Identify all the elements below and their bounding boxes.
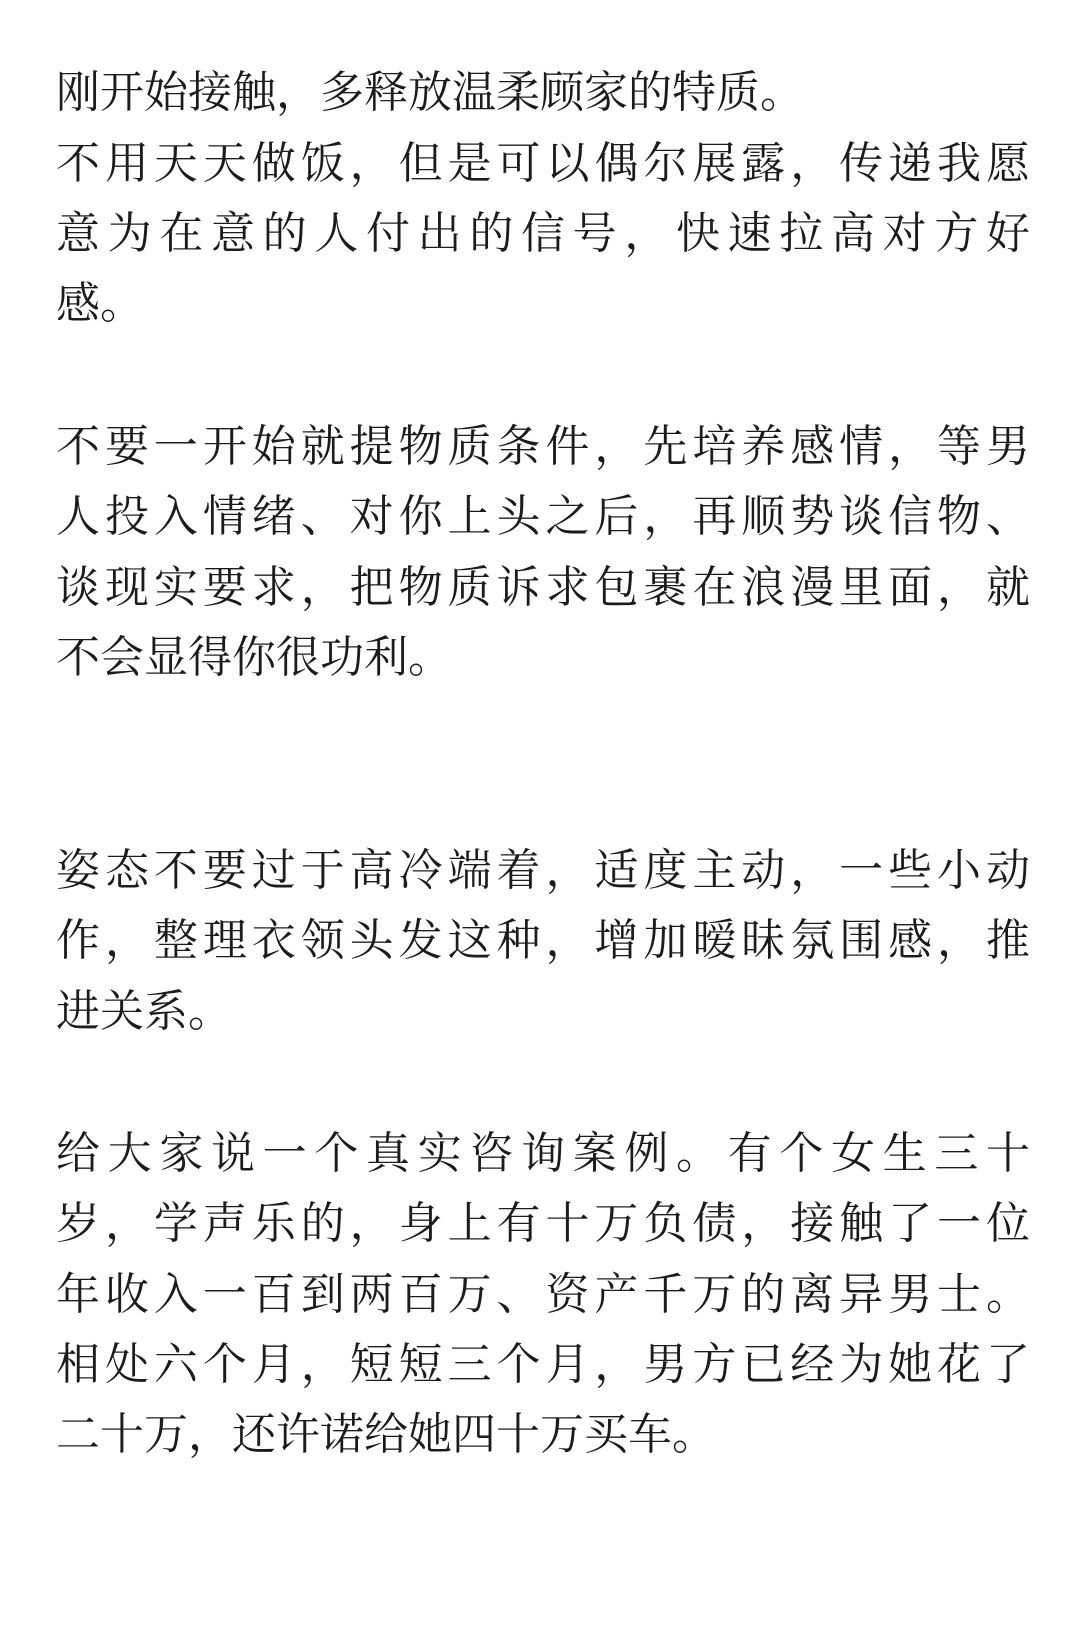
text-line: 人投入情绪、对你上头之后，再顺势谈信物、 — [56, 491, 1030, 542]
text-line: 作，整理衣领头发这种，增加暧昧氛围感，推 — [56, 915, 1030, 966]
text-line: 进关系。 — [56, 986, 232, 1037]
text-line: 不要一开始就提物质条件，先培养感情，等男 — [56, 421, 1030, 472]
text-line: 姿态不要过于高冷端着，适度主动，一些小动 — [56, 845, 1030, 896]
text-line: 二十万，还许诺给她四十万买车。 — [56, 1409, 716, 1460]
text-line: 岁，学声乐的，身上有十万负债，接触了一位 — [56, 1198, 1030, 1249]
text-line: 不用天天做饭，但是可以偶尔展露，传递我愿 — [56, 138, 1030, 189]
text-line: 感。 — [56, 278, 144, 329]
text-line: 相处六个月，短短三个月，男方已经为她花了 — [56, 1339, 1030, 1390]
text-line: 刚开始接触，多释放温柔顾家的特质。 — [56, 67, 804, 118]
text-line: 意为在意的人付出的信号，快速拉高对方好 — [56, 208, 1030, 259]
text-line: 不会显得你很功利。 — [56, 632, 452, 683]
text-line: 谈现实要求，把物质诉求包裹在浪漫里面，就 — [56, 562, 1030, 613]
text-line: 给大家说一个真实咨询案例。有个女生三十 — [56, 1128, 1030, 1179]
text-line: 年收入一百到两百万、资产千万的离异男士。 — [56, 1269, 1030, 1320]
